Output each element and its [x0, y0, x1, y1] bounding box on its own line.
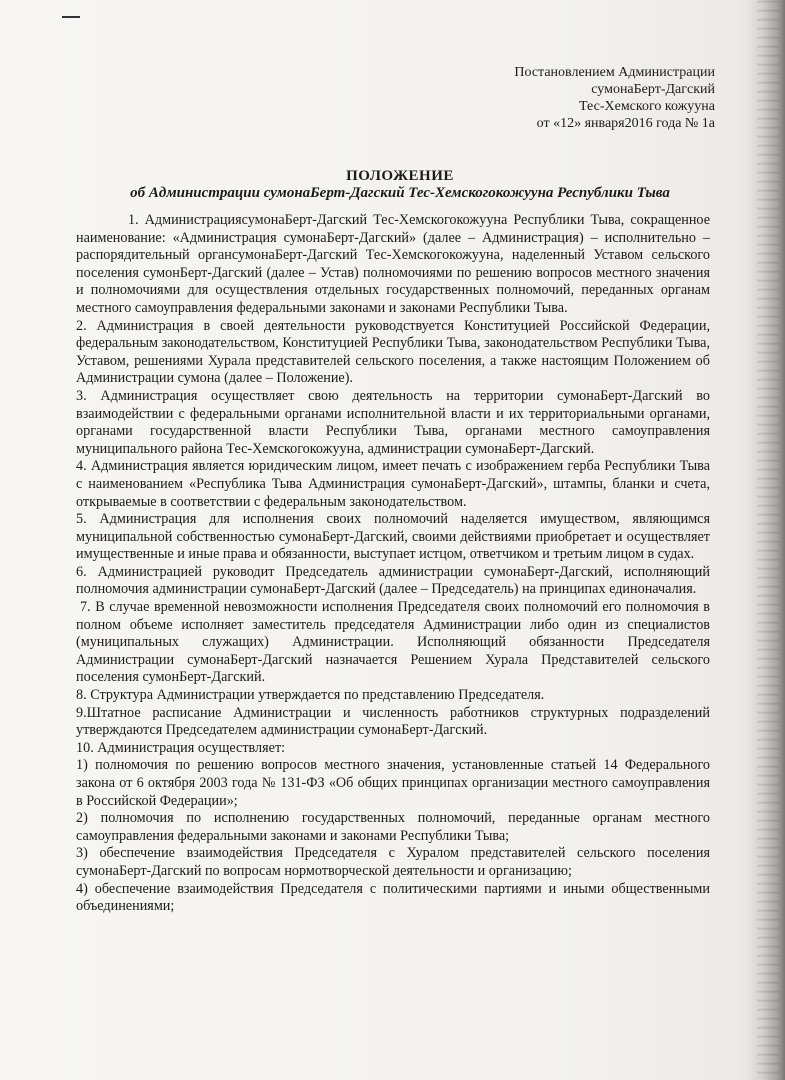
paragraph-10: 10. Администрация осуществляет: — [76, 739, 286, 756]
paragraph-9: 9.Штатное расписание Администрации и численность работников структурных подразделений утверждаются Председателем администрации сумонаБерт-Дагский. — [76, 704, 710, 739]
list-item-1: 1) полномочия по решению вопросов местного значения, установленные статьей 14 Федерального закона от 6 октября 2003 года № 131-ФЗ «Об общих принципах организации местного самоуправления в Российской Федерации»; — [76, 757, 710, 809]
document-body — [76, 212, 710, 916]
title-line-2: об Администрации сумонаБерт-Дагский Тес-Хемскогокожууна Республики Тыва — [130, 185, 670, 201]
paragraph-4: 4. Администрация является юридическим лицом, имеет печать с изображением герба Республики Тыва с наименованием «Республика Тыва Администрация сумонаБерт-Дагский», штампы, бланки и счета, открываемые в соответствии с федеральным законодательством. — [76, 458, 710, 510]
header-line-2: сумонаБерт-Дагский — [591, 82, 715, 97]
paragraph-2: 2. Администрация в своей деятельности руководствуется Конституцией Российской Федерации, федеральным законодательством, Конституцией Республики Тыва, законодательством Республики Тыва, Уставом, решениями Хурала представителей сельского поселения, а также настоящим Положением об Администрации сумона (далее – Положение). — [76, 317, 710, 387]
list-item-2: 2) полномочия по исполнению государственных полномочий, переданные органам местного самоуправления федеральными законами и законами Республики Тыва; — [76, 810, 710, 844]
corner-mark — [62, 16, 80, 18]
header-line-1: Постановлением Администрации — [514, 65, 715, 80]
header-line-4: от «12» января2016 года № 1а — [536, 116, 715, 131]
paragraph-3: 3. Администрация осуществляет свою деятельность на территории сумонаБерт-Дагский во взаимодействии с федеральными органами исполнительной власти и их территориальными органами, органами государственной власти Республики Тыва, органами местного самоуправления муниципального района Тес-Хемскогокожууна, администрации сумонаБерт-Дагский. — [76, 387, 710, 457]
paragraph-5: 5. Администрация для исполнения своих полномочий наделяется имуществом, являющимся муниципальной собственностью сумонаБерт-Дагский, своими действиями приобретает и осуществляет имущественные и иные права и обязанности, выступает истцом, ответчиком и третьим лицом в судах. — [76, 511, 710, 563]
document-title — [60, 168, 740, 202]
paragraph-6: 6. Администрацией руководит Председатель администрации сумонаБерт-Дагский, исполняющий полномочия администрации сумонаБерт-Дагский (далее – Председатель) на принципах единоначалия. — [76, 563, 710, 598]
paragraph-1: 1. АдминистрациясумонаБерт-Дагский Тес-Хемскогокожууна Республики Тыва, сокращенное наименование: «Администрация сумонаБерт-Дагский» (далее – Администрация) – исполнительно – распорядительный органсумонаБерт-Дагский Тес-Хемскогокожууна, наделенный Уставом сельского поселения сумонБерт-Дагский (далее – Устав) полномочиями по решению вопросов местного значения и полномочиями для осуществления отдельных государственных полномочий, переданных органам местного самоуправления федеральными законами и законами Республики Тыва. — [76, 212, 710, 316]
paragraph-8: 8. Структура Администрации утверждается по представлению Председателя. — [76, 687, 545, 704]
list-item-4: 4) обеспечение взаимодействия Председателя с политическими партиями и иными общественными объединениями; — [76, 880, 710, 915]
paragraph-7: 7. В случае временной невозможности исполнения Председателя своих полномочий его полномочия в полном объеме исполняет заместитель председателя Администрации либо один из специалистов (муниципальных служащих) Администрации. Исполняющий обязанности Председателя Администрации сумонаБерт-Дагский назначается Решением Хурала Представителей сельского поселения сумонБерт-Дагский. — [76, 599, 710, 686]
title-line-1: ПОЛОЖЕНИЕ — [346, 168, 454, 184]
approval-header — [514, 64, 715, 132]
page-edge-marks — [757, 0, 779, 1080]
header-line-3: Тес-Хемского кожууна — [579, 99, 715, 114]
list-item-3: 3) обеспечение взаимодействия Председателя с Хуралом представителей сельского поселения сумонаБерт-Дагский по вопросам нормотворческой деятельности и организацию; — [76, 845, 710, 879]
